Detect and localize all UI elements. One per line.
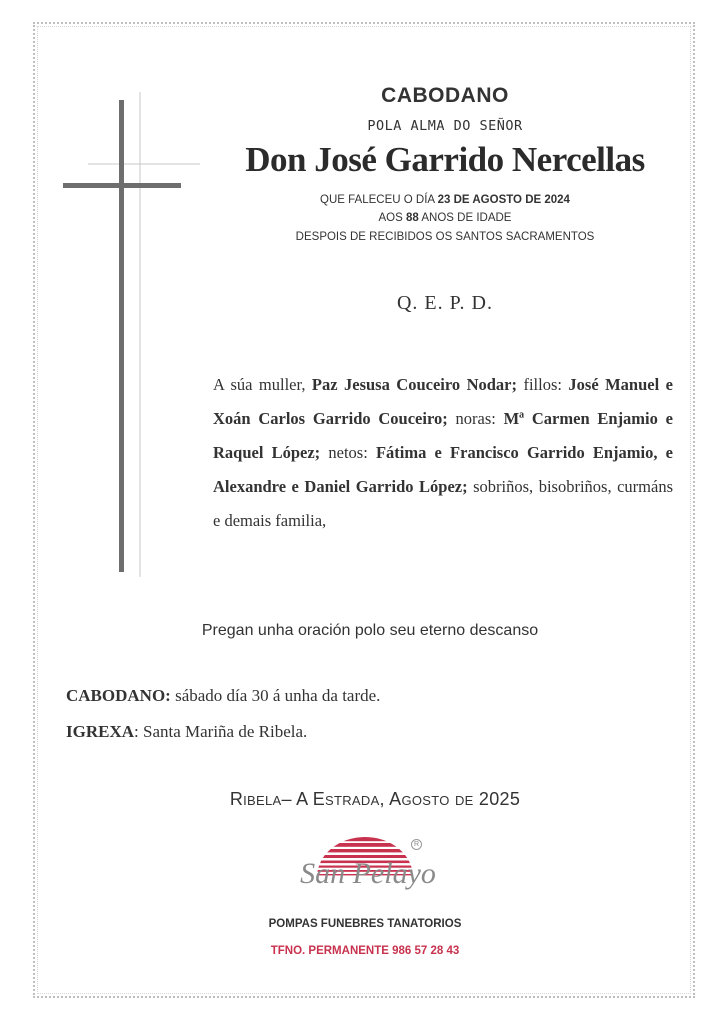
phone-line: TFNO. PERMANENTE 986 57 28 43 (270, 945, 460, 957)
death-prefix: QUE FALECEU O DÍA (320, 194, 438, 206)
age-suffix: ANOS DE IDADE (418, 212, 512, 224)
family-part: netos: (320, 443, 376, 462)
igrexa-value: : Santa Mariña de Ribela. (134, 722, 308, 741)
age-line (230, 212, 660, 224)
igrexa-detail (66, 722, 307, 742)
cross-icon (58, 92, 200, 577)
family-part: A súa muller, (213, 375, 312, 394)
family-paragraph (213, 368, 673, 538)
family-part: fillos: (517, 375, 569, 394)
event-title: CABODANO (381, 84, 509, 107)
cabodano-label: CABODANO: (66, 686, 171, 705)
logo-text: San Pelayo (300, 857, 436, 890)
place-date: Ribela– A Estrada, Agosto de 2025 (229, 789, 521, 809)
family-part: Paz Jesusa Couceiro Nodar; (311, 375, 517, 394)
prayer-line: Pregan unha oración polo seu eterno descanso (201, 622, 539, 639)
family-part: noras: (447, 409, 504, 428)
family-part: Fátima e Francisco Garrido Enjamio, e Alexandre e Daniel Garrido López; (213, 443, 674, 496)
igrexa-label: IGREXA (66, 722, 135, 741)
cabodano-value: sábado día 30 á unha da tarde. (170, 686, 381, 705)
qepd: Q. E. P. D. (396, 292, 493, 314)
death-date: 23 DE AGOSTO DE 2024 (437, 194, 570, 206)
deceased-name: Don José Garrido Nercellas (245, 140, 645, 179)
age: 88 (406, 212, 419, 224)
registered-mark: R (411, 839, 422, 850)
death-date-line (230, 194, 660, 206)
subtitle: POLA ALMA DO SEÑOR (367, 118, 523, 134)
age-prefix: AOS (378, 212, 406, 224)
services-line: POMPAS FUNEBRES TANATORIOS (268, 918, 462, 930)
family-part: José Manuel e Xoán Carlos Garrido Couceiro; (213, 375, 673, 428)
family-part: sobriños, bisobriños, curmáns e demais familia, (213, 477, 674, 530)
sacraments-line: DESPOIS DE RECIBIDOS OS SANTOS SACRAMENTOS (295, 231, 595, 243)
family-part: Mª Carmen Enjamio e Raquel López; (213, 409, 673, 462)
cabodano-detail (66, 686, 380, 706)
